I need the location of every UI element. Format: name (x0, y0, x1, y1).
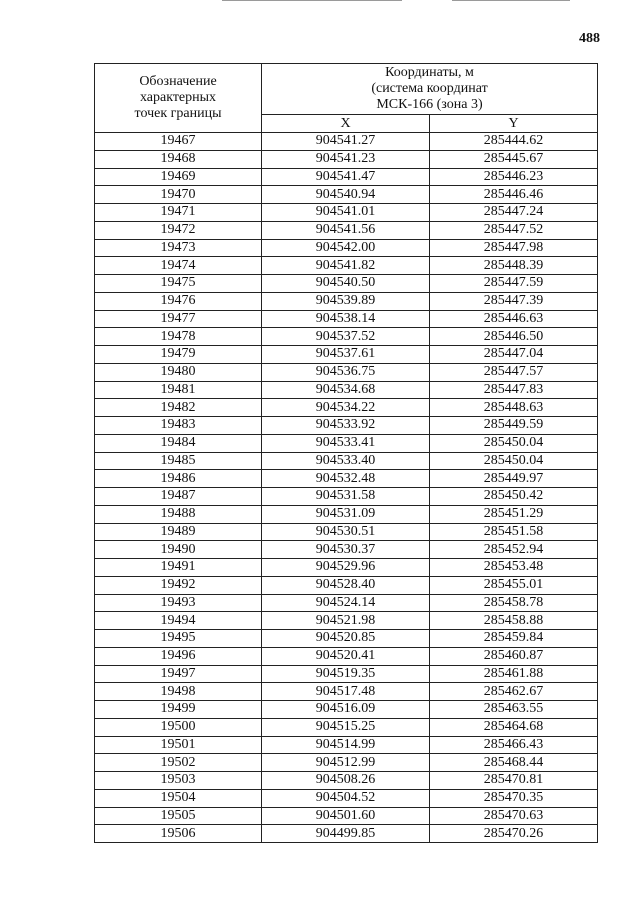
point-id-cell: 19500 (95, 718, 262, 736)
y-cell: 285450.04 (430, 434, 598, 452)
point-id-cell: 19468 (95, 150, 262, 168)
x-cell: 904499.85 (262, 825, 430, 843)
y-cell: 285448.63 (430, 399, 598, 417)
point-id-cell: 19475 (95, 275, 262, 293)
point-id-cell: 19479 (95, 346, 262, 364)
point-id-cell: 19494 (95, 612, 262, 630)
y-cell: 285447.98 (430, 239, 598, 257)
y-cell: 285446.23 (430, 168, 598, 186)
y-cell: 285449.59 (430, 417, 598, 435)
table-row (95, 150, 598, 168)
y-cell: 285470.26 (430, 825, 598, 843)
x-cell: 904541.56 (262, 221, 430, 239)
point-id-cell: 19481 (95, 381, 262, 399)
x-cell: 904540.50 (262, 275, 430, 293)
table-row (95, 434, 598, 452)
y-cell: 285447.04 (430, 346, 598, 364)
y-cell: 285466.43 (430, 736, 598, 754)
point-id-cell: 19477 (95, 310, 262, 328)
y-cell: 285447.59 (430, 275, 598, 293)
table-row (95, 825, 598, 843)
y-cell: 285455.01 (430, 576, 598, 594)
x-cell: 904531.09 (262, 505, 430, 523)
point-id-cell: 19472 (95, 221, 262, 239)
point-id-cell: 19499 (95, 701, 262, 719)
point-id-cell: 19504 (95, 789, 262, 807)
x-cell: 904514.99 (262, 736, 430, 754)
table-row (95, 381, 598, 399)
table-row (95, 701, 598, 719)
table-row (95, 754, 598, 772)
table-row (95, 204, 598, 222)
table-row (95, 665, 598, 683)
point-id-cell: 19486 (95, 470, 262, 488)
table-row (95, 559, 598, 577)
point-id-cell: 19493 (95, 594, 262, 612)
x-cell: 904542.00 (262, 239, 430, 257)
y-cell: 285447.83 (430, 381, 598, 399)
x-cell: 904530.37 (262, 541, 430, 559)
header-coordinates (262, 64, 598, 115)
page-number: 488 (579, 31, 600, 46)
x-cell: 904519.35 (262, 665, 430, 683)
header-point-line: Обозначение (139, 74, 217, 89)
header-y: Y (430, 115, 598, 133)
y-cell: 285460.87 (430, 647, 598, 665)
point-id-cell: 19490 (95, 541, 262, 559)
table-header (95, 64, 598, 133)
y-cell: 285447.24 (430, 204, 598, 222)
x-cell: 904536.75 (262, 363, 430, 381)
table-row (95, 718, 598, 736)
x-cell: 904541.47 (262, 168, 430, 186)
header-coords-line: (система координат (371, 81, 488, 96)
x-cell: 904524.14 (262, 594, 430, 612)
table-row (95, 488, 598, 506)
point-id-cell: 19491 (95, 559, 262, 577)
y-cell: 285450.04 (430, 452, 598, 470)
table-row (95, 363, 598, 381)
table-row (95, 292, 598, 310)
x-cell: 904537.52 (262, 328, 430, 346)
x-cell: 904541.27 (262, 133, 430, 151)
top-edge-rule (222, 0, 402, 1)
table-row (95, 310, 598, 328)
y-cell: 285470.63 (430, 807, 598, 825)
table-row (95, 594, 598, 612)
point-id-cell: 19501 (95, 736, 262, 754)
x-cell: 904520.41 (262, 647, 430, 665)
y-cell: 285451.29 (430, 505, 598, 523)
point-id-cell: 19503 (95, 772, 262, 790)
x-cell: 904529.96 (262, 559, 430, 577)
y-cell: 285448.39 (430, 257, 598, 275)
point-id-cell: 19506 (95, 825, 262, 843)
point-id-cell: 19496 (95, 647, 262, 665)
x-cell: 904532.48 (262, 470, 430, 488)
y-cell: 285447.39 (430, 292, 598, 310)
table-row (95, 612, 598, 630)
y-cell: 285444.62 (430, 133, 598, 151)
y-cell: 285445.67 (430, 150, 598, 168)
y-cell: 285446.50 (430, 328, 598, 346)
table-row (95, 239, 598, 257)
table-row (95, 470, 598, 488)
x-cell: 904541.23 (262, 150, 430, 168)
header-coords-line: МСК-166 (зона 3) (376, 97, 483, 112)
x-cell: 904530.51 (262, 523, 430, 541)
point-id-cell: 19487 (95, 488, 262, 506)
top-edge-rule (452, 0, 570, 1)
x-cell: 904515.25 (262, 718, 430, 736)
x-cell: 904508.26 (262, 772, 430, 790)
point-id-cell: 19473 (95, 239, 262, 257)
y-cell: 285452.94 (430, 541, 598, 559)
y-cell: 285446.46 (430, 186, 598, 204)
point-id-cell: 19470 (95, 186, 262, 204)
header-point-line: точек границы (134, 106, 222, 121)
table-row (95, 505, 598, 523)
y-cell: 285470.81 (430, 772, 598, 790)
table-row (95, 221, 598, 239)
y-cell: 285464.68 (430, 718, 598, 736)
point-id-cell: 19492 (95, 576, 262, 594)
header-coords-line: Координаты, м (385, 65, 474, 80)
header-point-designation (95, 64, 262, 133)
x-cell: 904521.98 (262, 612, 430, 630)
x-cell: 904531.58 (262, 488, 430, 506)
table-body (95, 133, 598, 843)
x-cell: 904533.41 (262, 434, 430, 452)
x-cell: 904541.01 (262, 204, 430, 222)
y-cell: 285450.42 (430, 488, 598, 506)
header-point-line: характерных (139, 90, 217, 105)
table-row (95, 541, 598, 559)
table-row (95, 257, 598, 275)
y-cell: 285470.35 (430, 789, 598, 807)
table-row (95, 772, 598, 790)
table-row (95, 133, 598, 151)
point-id-cell: 19482 (95, 399, 262, 417)
point-id-cell: 19502 (95, 754, 262, 772)
table-row (95, 736, 598, 754)
y-cell: 285459.84 (430, 630, 598, 648)
point-id-cell: 19471 (95, 204, 262, 222)
point-id-cell: 19489 (95, 523, 262, 541)
table-row (95, 630, 598, 648)
table-row (95, 683, 598, 701)
y-cell: 285458.88 (430, 612, 598, 630)
x-cell: 904541.82 (262, 257, 430, 275)
point-id-cell: 19495 (95, 630, 262, 648)
x-cell: 904512.99 (262, 754, 430, 772)
y-cell: 285451.58 (430, 523, 598, 541)
point-id-cell: 19505 (95, 807, 262, 825)
table-row (95, 186, 598, 204)
x-cell: 904540.94 (262, 186, 430, 204)
y-cell: 285449.97 (430, 470, 598, 488)
x-cell: 904534.68 (262, 381, 430, 399)
x-cell: 904539.89 (262, 292, 430, 310)
y-cell: 285447.52 (430, 221, 598, 239)
y-cell: 285447.57 (430, 363, 598, 381)
y-cell: 285458.78 (430, 594, 598, 612)
point-id-cell: 19484 (95, 434, 262, 452)
y-cell: 285463.55 (430, 701, 598, 719)
x-cell: 904516.09 (262, 701, 430, 719)
point-id-cell: 19476 (95, 292, 262, 310)
x-cell: 904533.92 (262, 417, 430, 435)
header-x: X (262, 115, 430, 133)
x-cell: 904504.52 (262, 789, 430, 807)
table-row (95, 417, 598, 435)
point-id-cell: 19498 (95, 683, 262, 701)
x-cell: 904538.14 (262, 310, 430, 328)
table-row (95, 328, 598, 346)
point-id-cell: 19485 (95, 452, 262, 470)
point-id-cell: 19478 (95, 328, 262, 346)
y-cell: 285453.48 (430, 559, 598, 577)
y-cell: 285446.63 (430, 310, 598, 328)
y-cell: 285461.88 (430, 665, 598, 683)
point-id-cell: 19483 (95, 417, 262, 435)
coordinates-table (94, 63, 598, 843)
point-id-cell: 19497 (95, 665, 262, 683)
table-row (95, 452, 598, 470)
x-cell: 904528.40 (262, 576, 430, 594)
y-cell: 285462.67 (430, 683, 598, 701)
x-cell: 904520.85 (262, 630, 430, 648)
table-row (95, 168, 598, 186)
point-id-cell: 19467 (95, 133, 262, 151)
table-row (95, 576, 598, 594)
y-cell: 285468.44 (430, 754, 598, 772)
table-row (95, 807, 598, 825)
x-cell: 904517.48 (262, 683, 430, 701)
point-id-cell: 19488 (95, 505, 262, 523)
table-row (95, 523, 598, 541)
x-cell: 904537.61 (262, 346, 430, 364)
point-id-cell: 19469 (95, 168, 262, 186)
point-id-cell: 19474 (95, 257, 262, 275)
x-cell: 904501.60 (262, 807, 430, 825)
table-row (95, 399, 598, 417)
table-row (95, 346, 598, 364)
point-id-cell: 19480 (95, 363, 262, 381)
table-row (95, 275, 598, 293)
x-cell: 904533.40 (262, 452, 430, 470)
table-row (95, 647, 598, 665)
x-cell: 904534.22 (262, 399, 430, 417)
table-row (95, 789, 598, 807)
